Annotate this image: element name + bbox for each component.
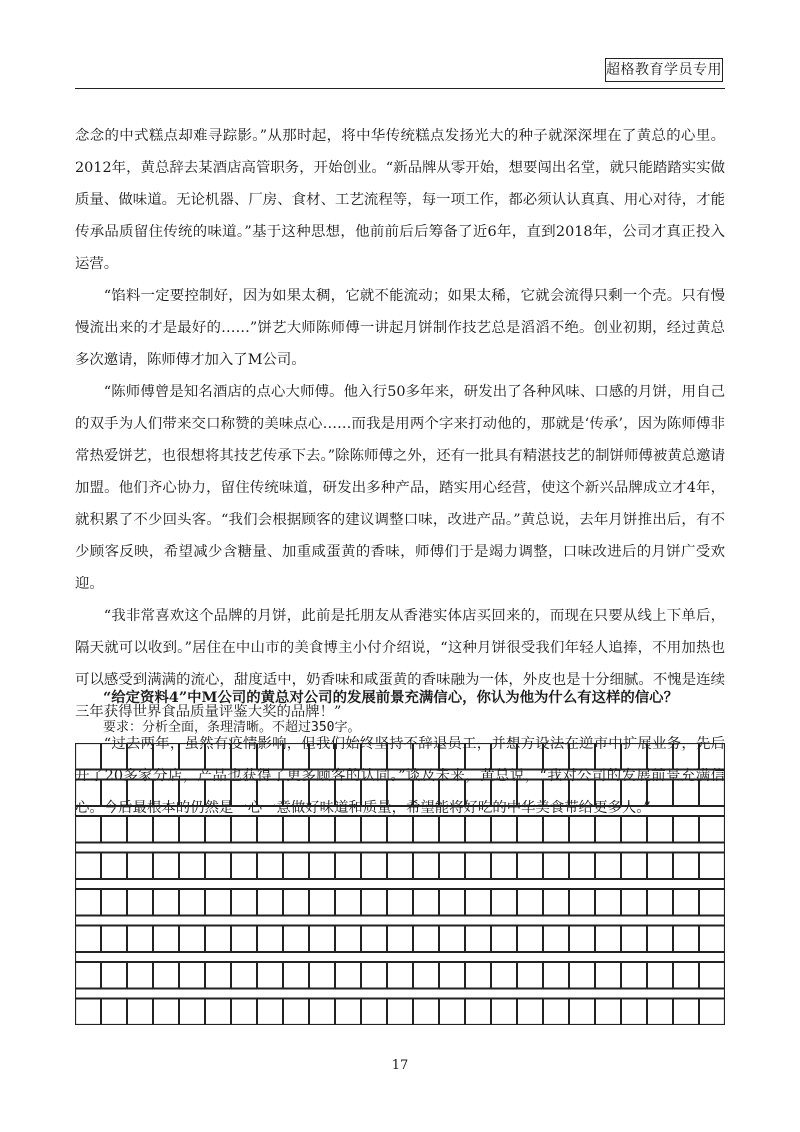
grid-cell[interactable]: [440, 890, 465, 916]
grid-cell[interactable]: [76, 853, 101, 879]
grid-cell[interactable]: [440, 926, 465, 952]
grid-cell[interactable]: [440, 817, 465, 843]
header-divider: [75, 88, 725, 89]
grid-cell[interactable]: [674, 999, 699, 1025]
grid-cell[interactable]: [76, 817, 101, 843]
grid-cell[interactable]: [258, 963, 283, 989]
grid-cell[interactable]: [154, 853, 179, 879]
grid-cell[interactable]: [700, 999, 725, 1025]
grid-cell[interactable]: [336, 999, 361, 1025]
grid-cell[interactable]: [700, 780, 725, 806]
grid-cell[interactable]: [700, 817, 725, 843]
grid-cell[interactable]: [466, 817, 491, 843]
grid-cell[interactable]: [466, 926, 491, 952]
grid-cell[interactable]: [206, 890, 231, 916]
grid-cell[interactable]: [232, 744, 257, 770]
grid-cell[interactable]: [440, 853, 465, 879]
grid-cell[interactable]: [388, 999, 413, 1025]
grid-cell[interactable]: [336, 853, 361, 879]
grid-cell[interactable]: [336, 817, 361, 843]
grid-cell[interactable]: [414, 926, 439, 952]
grid-cell[interactable]: [518, 926, 543, 952]
grid-cell[interactable]: [492, 890, 517, 916]
grid-cell[interactable]: [544, 926, 569, 952]
grid-cell[interactable]: [440, 780, 465, 806]
grid-cell[interactable]: [622, 744, 647, 770]
grid-cell[interactable]: [570, 853, 595, 879]
answer-grid[interactable]: [75, 743, 725, 1025]
grid-cell[interactable]: [310, 853, 335, 879]
grid-cell[interactable]: [180, 999, 205, 1025]
grid-cell[interactable]: [180, 853, 205, 879]
grid-cell[interactable]: [648, 926, 673, 952]
grid-cell[interactable]: [492, 963, 517, 989]
grid-cell[interactable]: [518, 744, 543, 770]
grid-cell[interactable]: [570, 744, 595, 770]
grid-cell[interactable]: [154, 817, 179, 843]
grid-cell[interactable]: [258, 926, 283, 952]
grid-cell[interactable]: [310, 963, 335, 989]
grid-cell[interactable]: [596, 963, 621, 989]
grid-cell[interactable]: [648, 817, 673, 843]
grid-cell[interactable]: [284, 926, 309, 952]
grid-cell[interactable]: [206, 780, 231, 806]
grid-cell[interactable]: [180, 744, 205, 770]
grid-cell[interactable]: [258, 817, 283, 843]
grid-cell[interactable]: [492, 780, 517, 806]
grid-border: [76, 744, 725, 1025]
grid-cell[interactable]: [284, 963, 309, 989]
grid-cell[interactable]: [518, 999, 543, 1025]
grid-cell[interactable]: [310, 780, 335, 806]
grid-cell[interactable]: [128, 744, 153, 770]
grid-cell[interactable]: [570, 890, 595, 916]
grid-cell[interactable]: [596, 926, 621, 952]
grid-cell[interactable]: [206, 853, 231, 879]
grid-cell[interactable]: [570, 780, 595, 806]
grid-cell[interactable]: [388, 963, 413, 989]
grid-cell[interactable]: [570, 817, 595, 843]
grid-cell[interactable]: [518, 963, 543, 989]
header-tag: 超格教育学员专用: [605, 58, 723, 82]
grid-cell[interactable]: [284, 853, 309, 879]
grid-cell[interactable]: [674, 744, 699, 770]
grid-cell[interactable]: [648, 999, 673, 1025]
grid-cell[interactable]: [258, 780, 283, 806]
grid-cell[interactable]: [206, 926, 231, 952]
grid-cell[interactable]: [362, 963, 387, 989]
grid-cell[interactable]: [102, 963, 127, 989]
grid-cell[interactable]: [674, 926, 699, 952]
grid-cell[interactable]: [206, 744, 231, 770]
grid-cell[interactable]: [128, 999, 153, 1025]
grid-cell[interactable]: [388, 853, 413, 879]
grid-cell[interactable]: [674, 963, 699, 989]
grid-cell[interactable]: [336, 963, 361, 989]
grid-cell[interactable]: [284, 780, 309, 806]
grid-cell[interactable]: [544, 780, 569, 806]
grid-cell[interactable]: [128, 817, 153, 843]
grid-cell[interactable]: [180, 780, 205, 806]
grid-cell[interactable]: [102, 890, 127, 916]
grid-cell[interactable]: [310, 817, 335, 843]
grid-cell[interactable]: [492, 999, 517, 1025]
grid-cell[interactable]: [466, 999, 491, 1025]
grid-cell[interactable]: [596, 744, 621, 770]
grid-cell[interactable]: [700, 963, 725, 989]
grid-cell[interactable]: [128, 780, 153, 806]
grid-cell[interactable]: [570, 999, 595, 1025]
grid-cell[interactable]: [336, 890, 361, 916]
grid-cell[interactable]: [544, 999, 569, 1025]
grid-cell[interactable]: [622, 780, 647, 806]
grid-cell[interactable]: [622, 890, 647, 916]
grid-cell[interactable]: [310, 926, 335, 952]
grid-cell[interactable]: [232, 926, 257, 952]
grid-cell[interactable]: [388, 780, 413, 806]
grid-cell[interactable]: [310, 744, 335, 770]
paragraph: “陈师傅曾是知名酒店的点心大师傅。他入行50多年来，研发出了各种风味、口感的月饼，用自己的双手为人们带来交口称赞的美味点心……而我是用两个字来打动他的，那就是‘传承’，因为陈师傅非常热爱饼艺，也很想将其技艺传承下去。”除陈师傅之外，还有一批具有精湛技艺的制饼师傅被黄总邀请加盟。他们齐心协力，留住传统味道，研发出多种产品，踏实用心经营，使这个新兴品牌成立才4年，就积累了不少回头客。“我们会根据顾客的建议调整口味，改进产品。”黄总说，去年月饼推出后，有不少顾客反映，希望减少含糖量、加重咸蛋黄的香味，师傅们于是竭力调整，口味改进后的月饼广受欢迎。: [75, 384, 725, 592]
grid-cell[interactable]: [414, 890, 439, 916]
grid-cell[interactable]: [674, 817, 699, 843]
grid-cell[interactable]: [76, 890, 101, 916]
grid-cell[interactable]: [154, 890, 179, 916]
grid-cell[interactable]: [284, 744, 309, 770]
grid-cell[interactable]: [258, 999, 283, 1025]
grid-cell[interactable]: [154, 780, 179, 806]
grid-cell[interactable]: [284, 890, 309, 916]
paragraph: “馅料一定要控制好，因为如果太稠，它就不能流动；如果太稀，它就会流得只剩一个壳。只有慢慢流出来的才是最好的……”饼艺大师陈师傅一讲起月饼制作技艺总是滔滔不绝。创业初期，经过黄总多次邀请，陈师傅才加入了M公司。: [75, 288, 725, 368]
grid-cell[interactable]: [622, 817, 647, 843]
grid-cell[interactable]: [362, 890, 387, 916]
grid-cell[interactable]: [440, 744, 465, 770]
grid-cell[interactable]: [544, 890, 569, 916]
grid-cell[interactable]: [466, 780, 491, 806]
grid-cell[interactable]: [700, 926, 725, 952]
grid-cell[interactable]: [414, 853, 439, 879]
grid-cell[interactable]: [492, 744, 517, 770]
grid-cell[interactable]: [154, 963, 179, 989]
paragraph: “我非常喜欢这个品牌的月饼，此前是托朋友从香港实体店买回来的，而现在只要从线上下单后，隔天就可以收到。”居住在中山市的美食博主小付介绍说，“这种月饼很受我们年轻人追捧，不用加热也可以感受到满满的流心，甜度适中，奶香味和咸蛋黄的香味融为一体，外皮也是十分细腻。不愧是连续三年获得世界食品质量评鉴大奖的品牌！”: [75, 608, 725, 720]
grid-cell[interactable]: [596, 780, 621, 806]
grid-cell[interactable]: [102, 817, 127, 843]
grid-cell[interactable]: [76, 926, 101, 952]
grid-cell[interactable]: [284, 999, 309, 1025]
grid-cell[interactable]: [310, 999, 335, 1025]
grid-cell[interactable]: [102, 744, 127, 770]
grid-cell[interactable]: [544, 853, 569, 879]
grid-cell[interactable]: [154, 744, 179, 770]
grid-cell[interactable]: [102, 853, 127, 879]
grid-cell[interactable]: [362, 853, 387, 879]
grid-cell[interactable]: [206, 817, 231, 843]
grid-cell[interactable]: [388, 817, 413, 843]
grid-cell[interactable]: [206, 999, 231, 1025]
grid-cell[interactable]: [414, 817, 439, 843]
paragraph: 念念的中式糕点却难寻踪影。”从那时起，将中华传统糕点发扬光大的种子就深深埋在了黄总的心里。2012年，黄总辞去某酒店高管职务，开始创业。“新品牌从零开始，想要闯出名堂，就只能踏踏实实做质量、做味道。无论机器、厂房、食材、工艺流程等，每一项工作，都必须认认真真、用心对待，才能传承品质留住传统的味道。”基于这种思想，他前前后后筹备了近6年，直到2018年，公司才真正投入运营。: [75, 128, 725, 272]
grid-cell[interactable]: [544, 963, 569, 989]
grid-cell[interactable]: [596, 890, 621, 916]
grid-cell[interactable]: [648, 890, 673, 916]
grid-cell[interactable]: [388, 926, 413, 952]
grid-cell[interactable]: [700, 890, 725, 916]
grid-cell[interactable]: [544, 817, 569, 843]
grid-cell[interactable]: [648, 853, 673, 879]
grid-cell[interactable]: [362, 817, 387, 843]
grid-cell[interactable]: [518, 890, 543, 916]
grid-cell[interactable]: [232, 890, 257, 916]
grid-cell[interactable]: [622, 853, 647, 879]
grid-cell[interactable]: [128, 853, 153, 879]
grid-cell[interactable]: [466, 744, 491, 770]
grid-cell[interactable]: [154, 999, 179, 1025]
grid-cell[interactable]: [492, 817, 517, 843]
grid-cell[interactable]: [232, 817, 257, 843]
grid-cell[interactable]: [284, 817, 309, 843]
grid-cell[interactable]: [258, 744, 283, 770]
grid-cell[interactable]: [674, 780, 699, 806]
grid-cell[interactable]: [622, 999, 647, 1025]
grid-cell[interactable]: [414, 744, 439, 770]
grid-cell[interactable]: [76, 999, 101, 1025]
grid-cell[interactable]: [648, 780, 673, 806]
grid-cell[interactable]: [128, 926, 153, 952]
grid-cell[interactable]: [648, 744, 673, 770]
grid-cell[interactable]: [128, 963, 153, 989]
question-prompt: “给定资料4”中M公司的黄总对公司的发展前景充满信心，你认为他为什么有这样的信心？: [103, 689, 678, 706]
grid-cell[interactable]: [180, 963, 205, 989]
grid-cell[interactable]: [102, 999, 127, 1025]
grid-cell[interactable]: [414, 963, 439, 989]
grid-cell[interactable]: [700, 853, 725, 879]
grid-cell[interactable]: [180, 817, 205, 843]
grid-cell[interactable]: [388, 744, 413, 770]
grid-cell[interactable]: [648, 963, 673, 989]
grid-cell[interactable]: [310, 890, 335, 916]
grid-cell[interactable]: [596, 999, 621, 1025]
grid-cell[interactable]: [76, 780, 101, 806]
grid-cell[interactable]: [362, 780, 387, 806]
grid-cell[interactable]: [544, 744, 569, 770]
grid-cell[interactable]: [232, 853, 257, 879]
grid-cell[interactable]: [362, 999, 387, 1025]
grid-cell[interactable]: [154, 926, 179, 952]
grid-cell[interactable]: [466, 853, 491, 879]
grid-cell[interactable]: [570, 926, 595, 952]
grid-cell[interactable]: [102, 926, 127, 952]
grid-cell[interactable]: [180, 926, 205, 952]
grid-cell[interactable]: [518, 780, 543, 806]
question-requirement: 要求：分析全面，条理清晰。不超过350字。: [103, 720, 361, 735]
grid-cell[interactable]: [440, 999, 465, 1025]
grid-cell[interactable]: [336, 926, 361, 952]
grid-cell[interactable]: [258, 853, 283, 879]
grid-cell[interactable]: [76, 963, 101, 989]
grid-cell[interactable]: [206, 963, 231, 989]
grid-cell[interactable]: [674, 853, 699, 879]
grid-cell[interactable]: [128, 890, 153, 916]
grid-cell[interactable]: [674, 890, 699, 916]
grid-cell[interactable]: [258, 890, 283, 916]
grid-cell[interactable]: [492, 926, 517, 952]
grid-cell[interactable]: [336, 744, 361, 770]
grid-cell[interactable]: [76, 744, 101, 770]
grid-cell[interactable]: [570, 963, 595, 989]
paragraph: “过去两年，虽然有疫情影响，但我们始终坚持不辞退员工，并想方设法在逆市中扩展业务，先后开了20多家分店，产品也获得了更多顾客的认同。”谈及未来，黄总说，“我对公司的发展前景充满信心。今后最根本的仍然是一心一意做好味道和质量，希望能将好吃的中华美食带给更多人。”: [75, 736, 725, 816]
grid-cell[interactable]: [232, 963, 257, 989]
grid-cell[interactable]: [102, 780, 127, 806]
grid-cell[interactable]: [414, 780, 439, 806]
grid-cell[interactable]: [362, 744, 387, 770]
grid-cell[interactable]: [180, 890, 205, 916]
grid-cell[interactable]: [518, 853, 543, 879]
grid-cell[interactable]: [466, 963, 491, 989]
grid-cell[interactable]: [492, 853, 517, 879]
page-number: 17: [391, 1058, 409, 1073]
grid-cell[interactable]: [232, 999, 257, 1025]
grid-cell[interactable]: [518, 817, 543, 843]
grid-cell[interactable]: [596, 853, 621, 879]
answer-grid-svg[interactable]: [75, 743, 725, 1025]
grid-cell[interactable]: [596, 817, 621, 843]
grid-cell[interactable]: [414, 999, 439, 1025]
grid-cell[interactable]: [466, 890, 491, 916]
grid-cell[interactable]: [388, 890, 413, 916]
grid-cell[interactable]: [622, 926, 647, 952]
grid-cell[interactable]: [232, 780, 257, 806]
grid-cell[interactable]: [440, 963, 465, 989]
grid-cell[interactable]: [336, 780, 361, 806]
grid-cell[interactable]: [362, 926, 387, 952]
grid-cell[interactable]: [700, 744, 725, 770]
grid-cell[interactable]: [622, 963, 647, 989]
